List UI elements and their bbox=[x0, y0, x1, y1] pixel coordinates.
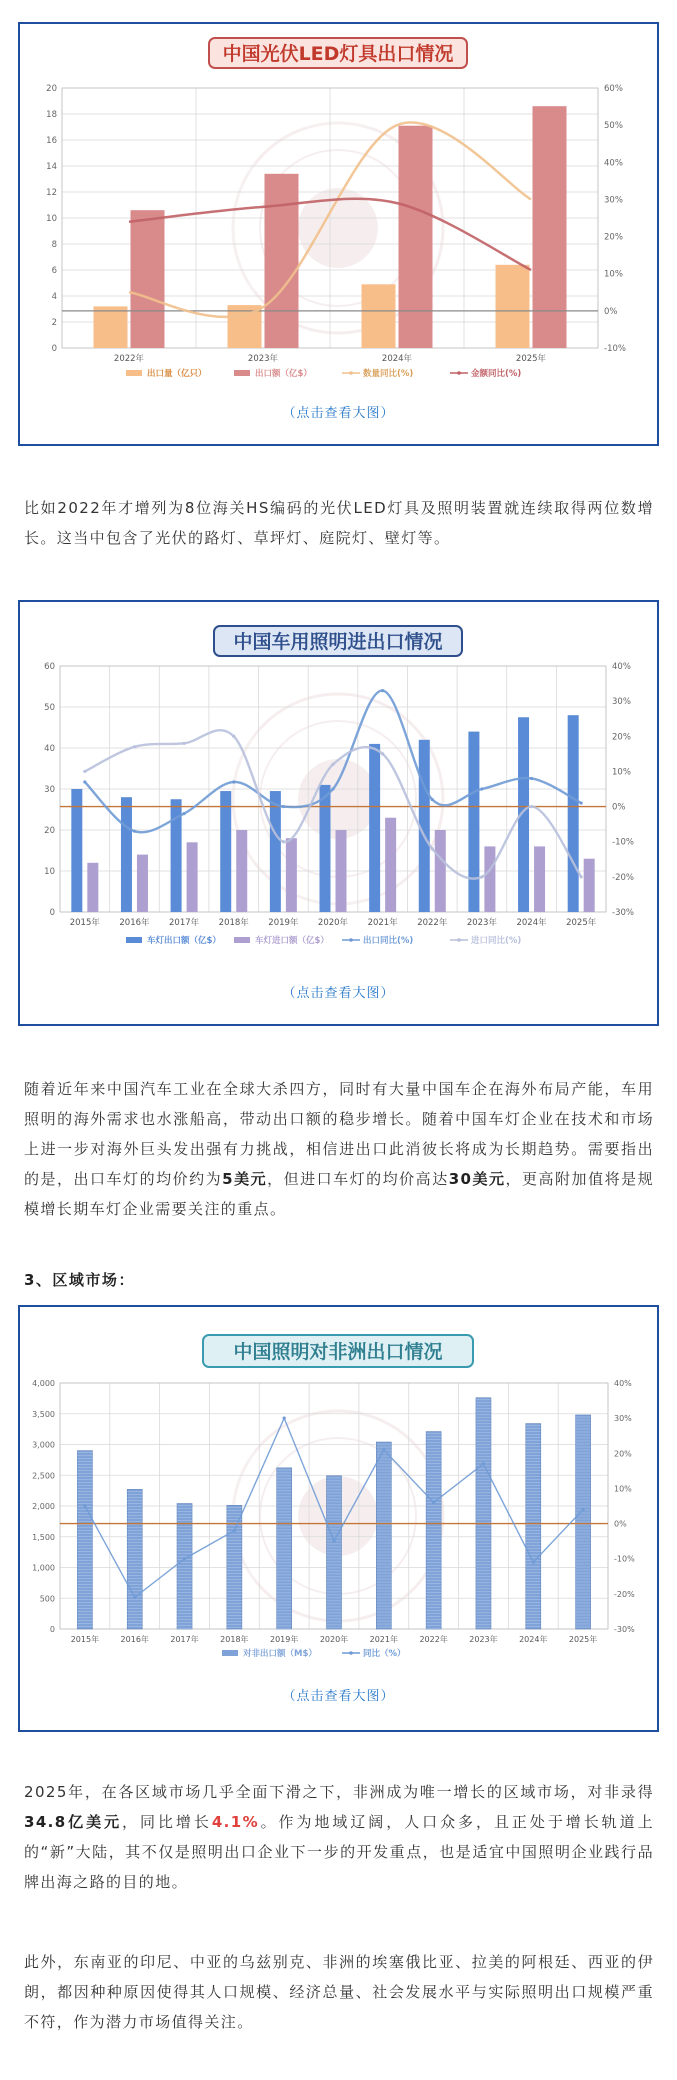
chart-card-led bbox=[18, 22, 659, 446]
series-point bbox=[83, 780, 86, 783]
bar-series1 bbox=[426, 1432, 441, 1629]
paragraph-potential: 此外，东南亚的印尼、中亚的乌兹别克、非洲的埃塞俄比亚、拉美的阿根廷、西亚的伊朗，都因种种原因使得其人口规模、经济总量、社会发展水平与实际照明出口规模严重不符，作为潜力市场值得关注。 bbox=[24, 1953, 654, 2031]
legend-label: 进口同比(%) bbox=[471, 936, 522, 946]
y-left-tick-label: 2 bbox=[51, 318, 57, 328]
legend-label: 出口额（亿$） bbox=[255, 369, 312, 379]
view-large-africa-link[interactable]: （点击查看大图） bbox=[282, 1689, 395, 1704]
legend-item bbox=[450, 935, 521, 946]
paragraph-auto-text-3: ，更高附加值将是规模增长期车灯企业需要关注的重点。 bbox=[24, 1170, 654, 1218]
series-point bbox=[133, 830, 136, 833]
series-point bbox=[182, 812, 185, 815]
bar-series2 bbox=[187, 842, 198, 912]
chart-led bbox=[20, 24, 657, 404]
legend-swatch-bar bbox=[222, 1650, 238, 1656]
y-left-tick-label: 30 bbox=[44, 785, 55, 795]
legend-item bbox=[126, 935, 221, 946]
y-right-tick-label: 0% bbox=[614, 1519, 627, 1529]
series-point bbox=[431, 798, 434, 801]
series-point bbox=[480, 787, 483, 790]
paragraph-auto bbox=[24, 1074, 654, 1224]
y-left-tick-label: 3,000 bbox=[32, 1440, 55, 1450]
y-right-tick-label: 40% bbox=[612, 662, 631, 672]
legend-swatch-bar bbox=[234, 370, 250, 376]
legend-swatch-marker bbox=[457, 938, 461, 942]
bar-series2 bbox=[534, 846, 545, 912]
chart-africa bbox=[20, 1307, 657, 1687]
x-tick-label: 2023年 bbox=[466, 918, 497, 928]
y-left-tick-label: 4 bbox=[51, 292, 57, 302]
bar-series2 bbox=[236, 830, 247, 912]
chart-title: 中国车用照明进出口情况 bbox=[233, 631, 443, 653]
y-left-tick-label: 2,500 bbox=[32, 1471, 55, 1481]
y-right-tick-label: -10% bbox=[604, 344, 626, 354]
series-point bbox=[331, 787, 334, 790]
y-left-tick-label: 2,000 bbox=[32, 1502, 55, 1511]
y-right-tick-label: -10% bbox=[612, 837, 634, 848]
bar-series1 bbox=[468, 732, 479, 912]
x-tick-label: 2016年 bbox=[120, 1635, 149, 1644]
bar-series2 bbox=[137, 855, 148, 912]
bar-series1 bbox=[496, 265, 530, 348]
y-left-tick-label: 20 bbox=[46, 84, 57, 94]
series-point bbox=[532, 1561, 535, 1564]
x-tick-label: 2024年 bbox=[381, 354, 413, 364]
x-tick-label: 2019年 bbox=[268, 918, 299, 928]
paragraph-africa-growth: 4.1% bbox=[211, 1813, 260, 1831]
series-point bbox=[232, 735, 235, 738]
bar-series1 bbox=[177, 1504, 192, 1629]
y-right-tick-label: -30% bbox=[612, 908, 634, 918]
x-tick-label: 2023年 bbox=[469, 1635, 498, 1644]
y-right-tick-label: -10% bbox=[614, 1554, 635, 1564]
legend-label: 车灯出口额（亿$） bbox=[147, 936, 221, 946]
chart-auto bbox=[20, 602, 657, 982]
legend-label: 同比（%） bbox=[363, 1649, 406, 1659]
x-tick-label: 2020年 bbox=[319, 1635, 349, 1644]
bar-series2 bbox=[584, 859, 595, 912]
legend-item bbox=[234, 935, 329, 946]
series-point bbox=[381, 752, 384, 755]
bar-series1 bbox=[369, 744, 380, 912]
bar-series1 bbox=[320, 785, 331, 912]
legend-item bbox=[222, 1648, 317, 1659]
y-left-tick-label: 6 bbox=[51, 266, 57, 276]
x-tick-label: 2019年 bbox=[270, 1635, 299, 1644]
chart-card-africa bbox=[18, 1305, 659, 1732]
y-left-tick-label: 40 bbox=[44, 744, 55, 754]
series-point bbox=[432, 1501, 435, 1504]
x-tick-label: 2022年 bbox=[417, 918, 448, 928]
x-tick-label: 2023年 bbox=[247, 354, 279, 364]
x-tick-label: 2024年 bbox=[516, 918, 547, 928]
x-tick-label: 2016年 bbox=[119, 918, 150, 928]
bar-series1 bbox=[476, 1398, 491, 1629]
y-right-tick-label: 20% bbox=[614, 1449, 632, 1459]
paragraph-auto-text-1: 随着近年来中国汽车工业在全球大杀四方，同时有大量中国车企在海外布局产能，车用照明的海外需求也水涨船高，带动出口额的稳步增长。随着中国车灯企业在技术和市场上进一步对海外巨头发出强有力挑战，相信进出口此消彼长将成为长期趋势。需要指出的是，出口车灯的均价约为 bbox=[24, 1080, 654, 1188]
x-tick-label: 2018年 bbox=[218, 918, 249, 928]
y-right-tick-label: 30% bbox=[604, 195, 623, 206]
paragraph-africa bbox=[24, 1777, 654, 1897]
bar-series2 bbox=[533, 106, 567, 348]
legend-label: 出口同比(%) bbox=[363, 936, 414, 946]
y-right-tick-label: 50% bbox=[604, 121, 623, 132]
y-right-tick-label: -20% bbox=[612, 872, 634, 883]
legend-swatch-bar bbox=[126, 370, 142, 376]
bar-series2 bbox=[336, 830, 347, 912]
x-tick-label: 2018年 bbox=[220, 1635, 249, 1644]
bar-series1 bbox=[270, 791, 281, 912]
x-tick-label: 2022年 bbox=[419, 1635, 448, 1644]
legend-item bbox=[126, 368, 207, 379]
series-point bbox=[581, 1508, 584, 1511]
legend-swatch-marker bbox=[349, 1651, 353, 1655]
y-left-tick-label: 1,500 bbox=[32, 1532, 55, 1542]
y-left-tick-label: 0 bbox=[51, 344, 57, 354]
y-right-tick-label: 30% bbox=[614, 1414, 632, 1424]
x-tick-label: 2025年 bbox=[568, 1635, 598, 1644]
bar-series1 bbox=[362, 284, 396, 348]
watermark-center bbox=[298, 759, 378, 839]
x-tick-label: 2021年 bbox=[369, 1635, 398, 1644]
legend-item bbox=[342, 1648, 406, 1659]
bar-series1 bbox=[127, 1489, 142, 1629]
legend-item bbox=[342, 935, 413, 946]
legend-item bbox=[450, 368, 521, 379]
legend-swatch-bar bbox=[126, 937, 142, 943]
y-left-tick-label: 16 bbox=[46, 136, 57, 146]
y-right-tick-label: 20% bbox=[604, 232, 623, 243]
series-point bbox=[182, 742, 185, 745]
x-tick-label: 2025年 bbox=[515, 354, 547, 364]
y-right-tick-label: 10% bbox=[612, 767, 631, 778]
series-point bbox=[232, 780, 235, 783]
x-tick-label: 2017年 bbox=[170, 1635, 199, 1644]
series-point bbox=[580, 801, 583, 804]
chart-title: 中国照明对非洲出口情况 bbox=[233, 1341, 443, 1363]
y-left-tick-label: 1,000 bbox=[32, 1563, 55, 1573]
y-left-tick-label: 0 bbox=[49, 908, 55, 918]
y-right-tick-label: 10% bbox=[614, 1484, 632, 1494]
y-left-tick-label: 20 bbox=[44, 826, 55, 836]
y-left-tick-label: 10 bbox=[46, 214, 57, 224]
paragraph-africa-text-2: ，同比增长 bbox=[122, 1813, 212, 1831]
y-left-tick-label: 18 bbox=[46, 110, 57, 120]
y-left-tick-label: 50 bbox=[44, 703, 55, 713]
y-left-tick-label: 0 bbox=[49, 1625, 55, 1634]
paragraph-africa-text-1: 2025年，在各区域市场几乎全面下滑之下，非洲成为唯一增长的区域市场，对非录得 bbox=[24, 1783, 654, 1801]
series-point bbox=[183, 1557, 186, 1560]
legend-label: 金额同比(%) bbox=[471, 369, 522, 379]
x-tick-label: 2024年 bbox=[519, 1635, 548, 1644]
y-left-tick-label: 12 bbox=[46, 188, 57, 198]
paragraph-africa-text-3: 。作为地域辽阔，人口众多，且正处于增长轨道上的“新”大陆，其不仅是照明出口企业下一步的开发重点，也是适宜中国照明企业践行品牌出海之路的目的地。 bbox=[24, 1813, 654, 1891]
paragraph-auto-export-price: 5美元 bbox=[222, 1170, 268, 1188]
bar-series1 bbox=[376, 1442, 391, 1629]
y-right-tick-label: 10% bbox=[604, 269, 623, 280]
y-right-tick-label: 40% bbox=[614, 1379, 632, 1388]
bar-series1 bbox=[94, 306, 128, 348]
section-heading-region: 3、区域市场： bbox=[24, 1271, 135, 1289]
bar-series2 bbox=[131, 210, 165, 348]
series-point bbox=[332, 1540, 335, 1543]
y-right-tick-label: 20% bbox=[612, 732, 631, 743]
x-tick-label: 2025年 bbox=[566, 918, 597, 928]
bar-series2 bbox=[286, 838, 297, 912]
bar-series2 bbox=[399, 126, 433, 348]
bar-series1 bbox=[220, 791, 231, 912]
series-point bbox=[282, 805, 285, 808]
series-point bbox=[530, 805, 533, 808]
series-point bbox=[530, 777, 533, 780]
series-point bbox=[283, 1417, 286, 1420]
y-right-tick-label: 0% bbox=[612, 802, 626, 813]
legend-label: 车灯进口额（亿$） bbox=[255, 936, 329, 946]
paragraph-led: 比如2022年才增列为8位海关HS编码的光伏LED灯具及照明装置就连续取得两位数增长。这当中包含了光伏的路灯、草坪灯、庭院灯、壁灯等。 bbox=[24, 499, 654, 547]
legend-swatch-marker bbox=[457, 371, 461, 375]
view-large-auto-link[interactable]: （点击查看大图） bbox=[282, 986, 395, 1001]
series-point bbox=[480, 875, 483, 878]
legend-label: 数量同比(%) bbox=[363, 369, 414, 379]
chart-title: 中国光伏LED灯具出口情况 bbox=[222, 43, 454, 65]
bar-series1 bbox=[526, 1424, 541, 1629]
view-large-led-link[interactable]: （点击查看大图） bbox=[282, 406, 395, 421]
series-point bbox=[83, 770, 86, 773]
series-point bbox=[83, 1504, 86, 1507]
bar-series2 bbox=[435, 830, 446, 912]
y-right-tick-label: 40% bbox=[604, 158, 623, 169]
y-right-tick-label: -20% bbox=[614, 1589, 635, 1599]
series-point bbox=[482, 1462, 485, 1465]
series-point bbox=[381, 689, 384, 692]
bar-series1 bbox=[568, 715, 579, 912]
paragraph-auto-import-price: 30美元 bbox=[448, 1170, 506, 1188]
x-tick-label: 2020年 bbox=[317, 918, 349, 928]
y-left-tick-label: 14 bbox=[46, 162, 57, 172]
y-right-tick-label: 30% bbox=[612, 697, 631, 708]
series-point bbox=[233, 1529, 236, 1532]
bar-series1 bbox=[71, 789, 82, 912]
series-point bbox=[382, 1448, 385, 1451]
legend-item bbox=[342, 368, 413, 379]
bar-series2 bbox=[265, 174, 299, 348]
series-point bbox=[431, 847, 434, 850]
bar-series2 bbox=[87, 863, 98, 912]
series-point bbox=[133, 745, 136, 748]
series-point bbox=[133, 1596, 136, 1599]
legend-item bbox=[234, 368, 312, 379]
y-left-tick-label: 500 bbox=[39, 1594, 55, 1604]
legend-swatch-marker bbox=[349, 371, 353, 375]
y-right-tick-label: 0% bbox=[604, 306, 618, 317]
y-right-tick-label: 60% bbox=[604, 84, 623, 94]
legend-swatch-marker bbox=[349, 938, 353, 942]
paragraph-auto-text-2: ，但进口车灯的均价高达 bbox=[267, 1170, 449, 1188]
x-tick-label: 2015年 bbox=[69, 918, 100, 928]
x-tick-label: 2022年 bbox=[113, 354, 145, 364]
y-left-tick-label: 10 bbox=[44, 867, 55, 877]
y-left-tick-label: 60 bbox=[44, 662, 55, 672]
legend-label: 出口量（亿只） bbox=[147, 369, 207, 379]
series-point bbox=[580, 875, 583, 878]
legend-label: 对非出口额（M$） bbox=[243, 1649, 317, 1659]
chart-card-auto bbox=[18, 600, 659, 1026]
y-left-tick-label: 3,500 bbox=[32, 1409, 55, 1419]
series-point bbox=[331, 763, 334, 766]
x-tick-label: 2015年 bbox=[70, 1635, 100, 1644]
bar-series2 bbox=[385, 818, 396, 912]
series-point bbox=[282, 840, 285, 843]
bar-series2 bbox=[484, 846, 495, 912]
legend-swatch-bar bbox=[234, 937, 250, 943]
y-left-tick-label: 4,000 bbox=[32, 1379, 55, 1388]
y-right-tick-label: -30% bbox=[614, 1625, 635, 1634]
y-left-tick-label: 8 bbox=[51, 240, 57, 250]
bar-series1 bbox=[121, 797, 132, 912]
x-tick-label: 2017年 bbox=[169, 918, 200, 928]
x-tick-label: 2021年 bbox=[367, 918, 398, 928]
paragraph-africa-amount: 34.8亿美元 bbox=[24, 1813, 123, 1831]
